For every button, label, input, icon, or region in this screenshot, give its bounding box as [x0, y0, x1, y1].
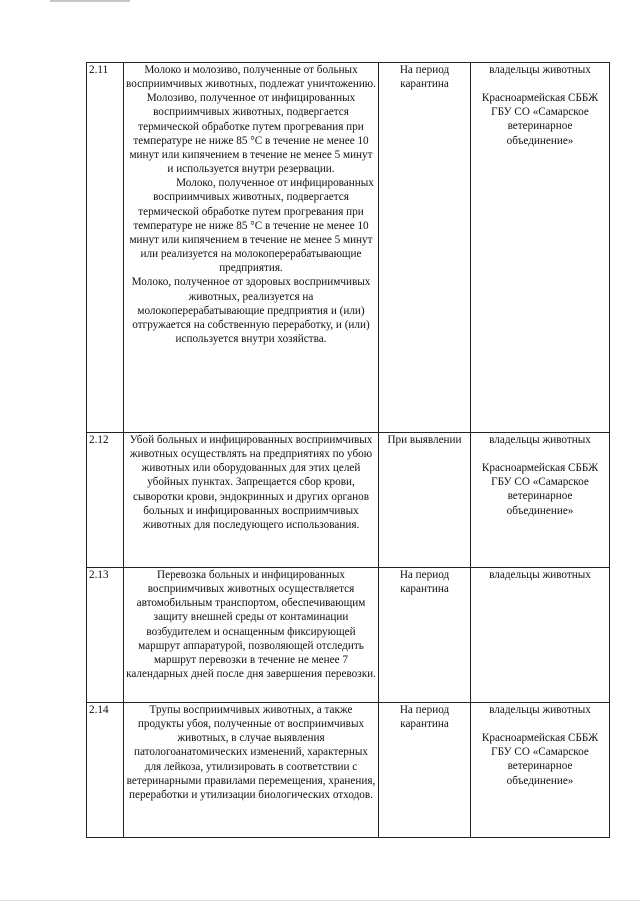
- table-row: [87, 568, 610, 703]
- responsible-primary: владельцы животных: [489, 434, 591, 446]
- row-number: 2.12: [87, 433, 124, 568]
- description-paragraph: Трупы восприимчивых животных, а также продукты убоя, полученные от восприимчивых животных, в случае выявления патологоанатомических изменений, характерных для лейкоза, утилизировать в соответствии с ветеринарными правилами перемещения, хранения, переработки и утилизации биологических отходов.: [126, 704, 376, 801]
- spacer: [473, 77, 607, 91]
- spacer: [473, 717, 607, 731]
- row-responsible: [471, 568, 610, 703]
- responsible-secondary: Красноармейская СББЖ ГБУ СО «Самарское ветеринарное объединение»: [481, 732, 599, 787]
- responsible-secondary: Красноармейская СББЖ ГБУ СО «Самарское ветеринарное объединение»: [481, 92, 599, 147]
- row-term: При выявлении: [379, 433, 471, 568]
- description-paragraph: Молоко и молозиво, полученные от больных восприимчивых животных, подлежат уничтожению. Молозиво, полученное от инфицированных восприимчивых животных, подвергается термической обработке путем прогревания при температуре не ниже 85 °С в течение не менее 10 минут или кипячением в течение не менее 5 минут и используется внутри резервации.: [126, 64, 376, 176]
- row-term: На период карантина: [379, 703, 471, 838]
- description-paragraph: Убой больных и инфицированных восприимчивых животных осуществлять на предприятиях по убою животных или оборудованных для этих целей убойных пунктах. Запрещается сбор крови, сыворотки крови, эндокринных и других органов больных и инфицированных восприимчивых животных для последующего использования.: [129, 434, 373, 531]
- table-row: [87, 63, 610, 433]
- responsible-primary: владельцы животных: [489, 704, 591, 716]
- row-number: 2.11: [87, 63, 124, 433]
- row-term: На период карантина: [379, 568, 471, 703]
- row-responsible: [471, 703, 610, 838]
- responsible-primary: владельцы животных: [489, 64, 591, 76]
- row-term: На период карантина: [379, 63, 471, 433]
- description-paragraph: Перевозка больных и инфицированных восприимчивых животных осуществляется автомобильным транспортом, обеспечивающим защиту внешней среды от контаминации возбудителем и оснащенным фиксирующей маршрут аппаратурой, позволяющей отследить маршрут перевозки в течение не менее 7 календарных дней после дня завершения перевозки.: [126, 569, 376, 681]
- measures-table: [86, 62, 610, 838]
- description-paragraph: Молоко, полученное от инфицированных восприимчивых животных, подвергается термической обработке путем прогревания при температуре не ниже 85 °С в течение не менее 10 минут или кипячением в течение не менее 5 минут или реализуется на молокоперерабатывающие предприятия.: [129, 177, 374, 275]
- scan-artifact: [0, 900, 640, 901]
- table-row: [87, 433, 610, 568]
- spacer: [473, 447, 607, 461]
- row-number: 2.14: [87, 703, 124, 838]
- table-row: [87, 703, 610, 838]
- responsible-secondary: Красноармейская СББЖ ГБУ СО «Самарское ветеринарное объединение»: [481, 462, 599, 517]
- description-paragraph: Молоко, полученное от здоровых восприимчивых животных, реализуется на молокоперерабатывающие предприятия и (или) отгружается на собственную переработку, и (или) используется внутри хозяйства.: [131, 276, 371, 345]
- row-description: [124, 703, 379, 838]
- row-description: [124, 63, 379, 433]
- row-description: [124, 433, 379, 568]
- row-number: 2.13: [87, 568, 124, 703]
- row-responsible: [471, 433, 610, 568]
- row-responsible: [471, 63, 610, 433]
- row-description: [124, 568, 379, 703]
- scan-artifact: [50, 0, 130, 2]
- responsible-primary: владельцы животных: [489, 569, 591, 581]
